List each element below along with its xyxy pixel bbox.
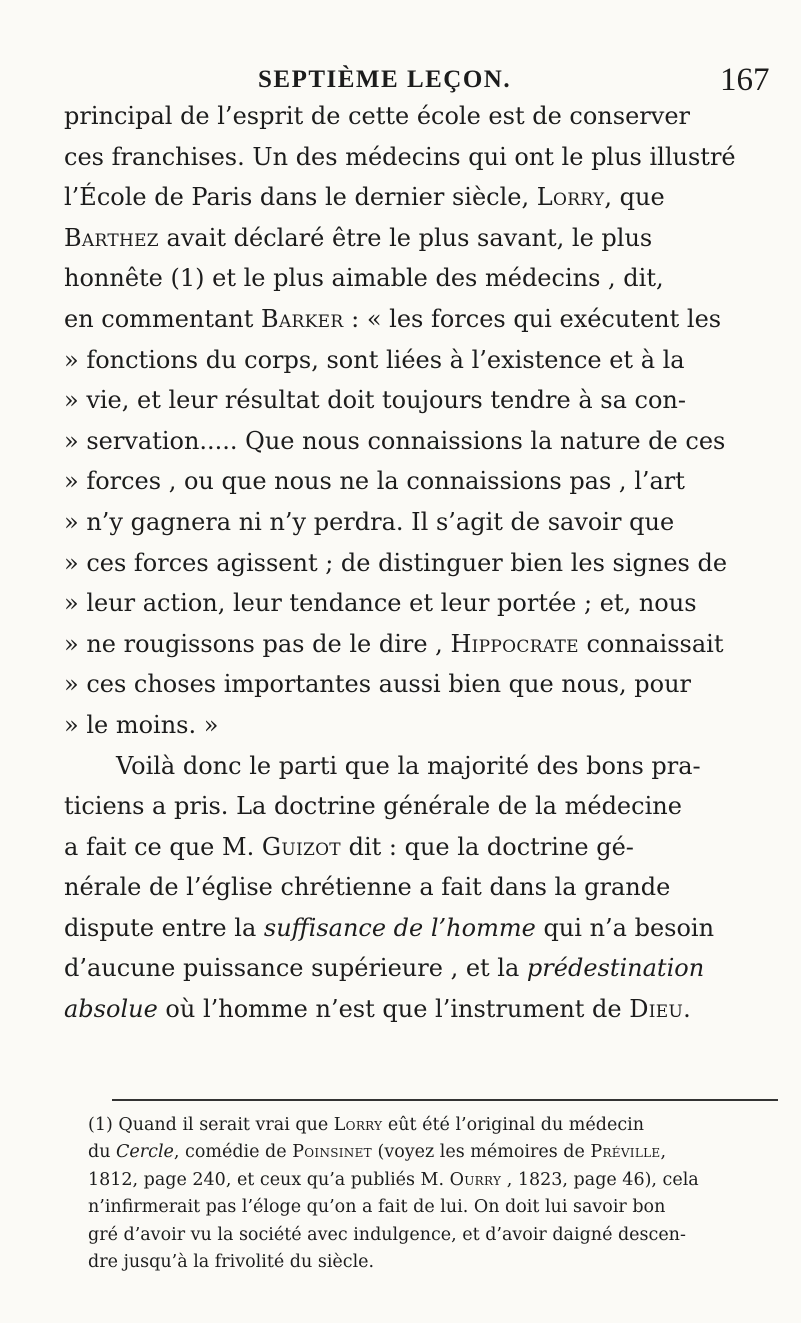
- page-header: [0, 62, 801, 96]
- text-line: d’aucune puissance supérieure , et la prédestination: [64, 954, 705, 983]
- paragraph-start: Voilà donc le parti que la majorité des bons pra-: [116, 751, 701, 780]
- quote-line: » ces choses importantes aussi bien que nous, pour: [64, 670, 691, 699]
- author-name: Barker: [261, 304, 344, 333]
- quote-line: » ne rougissons pas de le dire , Hippocrate connaissait: [64, 629, 724, 658]
- author-name: Lorry: [536, 183, 605, 212]
- italic-phrase: prédestination: [526, 954, 705, 983]
- quote-line: » le moins. »: [64, 710, 219, 739]
- quote-line: » vie, et leur résultat doit toujours tendre à sa con-: [64, 386, 686, 415]
- text-line: dispute entre la suffisance de l’homme qui n’a besoin: [64, 913, 715, 942]
- quote-line: » n’y gagnera ni n’y perdra. Il s’agit de savoir que: [64, 507, 675, 536]
- italic-phrase: absolue: [64, 995, 158, 1024]
- text-line: Barthez avait déclaré être le plus savant, le plus: [64, 223, 653, 252]
- running-title: SEPTIÈME LEÇON.: [258, 66, 512, 93]
- footnote-line: 1812, page 240, et ceux qu’a publiés M. Ourry , 1823, page 46), cela: [88, 1169, 699, 1190]
- text-line: ces franchises. Un des médecins qui ont le plus illustré: [64, 142, 736, 171]
- quote-line: » forces , ou que nous ne la connaissions pas , l’art: [64, 467, 685, 496]
- author-name: Dieu: [629, 995, 684, 1024]
- text-line: ticiens a pris. La doctrine générale de la médecine: [64, 792, 682, 821]
- author-name: Hippocrate: [450, 629, 579, 658]
- footnote-divider: [112, 1099, 778, 1101]
- author-name: Barthez: [64, 223, 159, 252]
- text-line: l’École de Paris dans le dernier siècle, Lorry, que: [64, 183, 665, 212]
- page-number: 167: [720, 62, 770, 98]
- footnote-line: du Cercle, comédie de Poinsinet (voyez les mémoires de Préville,: [88, 1142, 667, 1163]
- text-line: a fait ce que M. Guizot dit : que la doctrine gé-: [64, 832, 634, 861]
- italic-phrase: suffisance de l’homme: [263, 913, 536, 942]
- footnote-line: (1) Quand il serait vrai que Lorry eût été l’original du médecin: [88, 1115, 644, 1135]
- text-line: nérale de l’église chrétienne a fait dans la grande: [64, 873, 671, 902]
- footnote-line: n’infirmerait pas l’éloge qu’on a fait de lui. On doit lui savoir bon: [88, 1197, 666, 1218]
- main-text: [64, 96, 784, 1030]
- text-line: principal de l’esprit de cette école est de conserver: [64, 102, 690, 130]
- quote-line: » servation..... Que nous connaissions la nature de ces: [64, 426, 726, 455]
- author-name: Guizot: [261, 832, 341, 861]
- quote-line: » leur action, leur tendance et leur portée ; et, nous: [64, 589, 697, 618]
- quote-line: » fonctions du corps, sont liées à l’existence et à la: [64, 345, 685, 374]
- footnote-line: dre jusqu’à la frivolité du siècle.: [88, 1251, 375, 1272]
- footnote-line: gré d’avoir vu la société avec indulgence, et d’avoir daigné descen-: [88, 1224, 686, 1245]
- text-line: en commentant Barker : « les forces qui exécutent les: [64, 304, 722, 333]
- text-line: absolue où l’homme n’est que l’instrument de Dieu.: [64, 995, 691, 1024]
- text-line: honnête (1) et le plus aimable des médecins , dit,: [64, 264, 664, 293]
- footnote: [88, 1112, 788, 1276]
- quote-line: » ces forces agissent ; de distinguer bien les signes de: [64, 548, 728, 577]
